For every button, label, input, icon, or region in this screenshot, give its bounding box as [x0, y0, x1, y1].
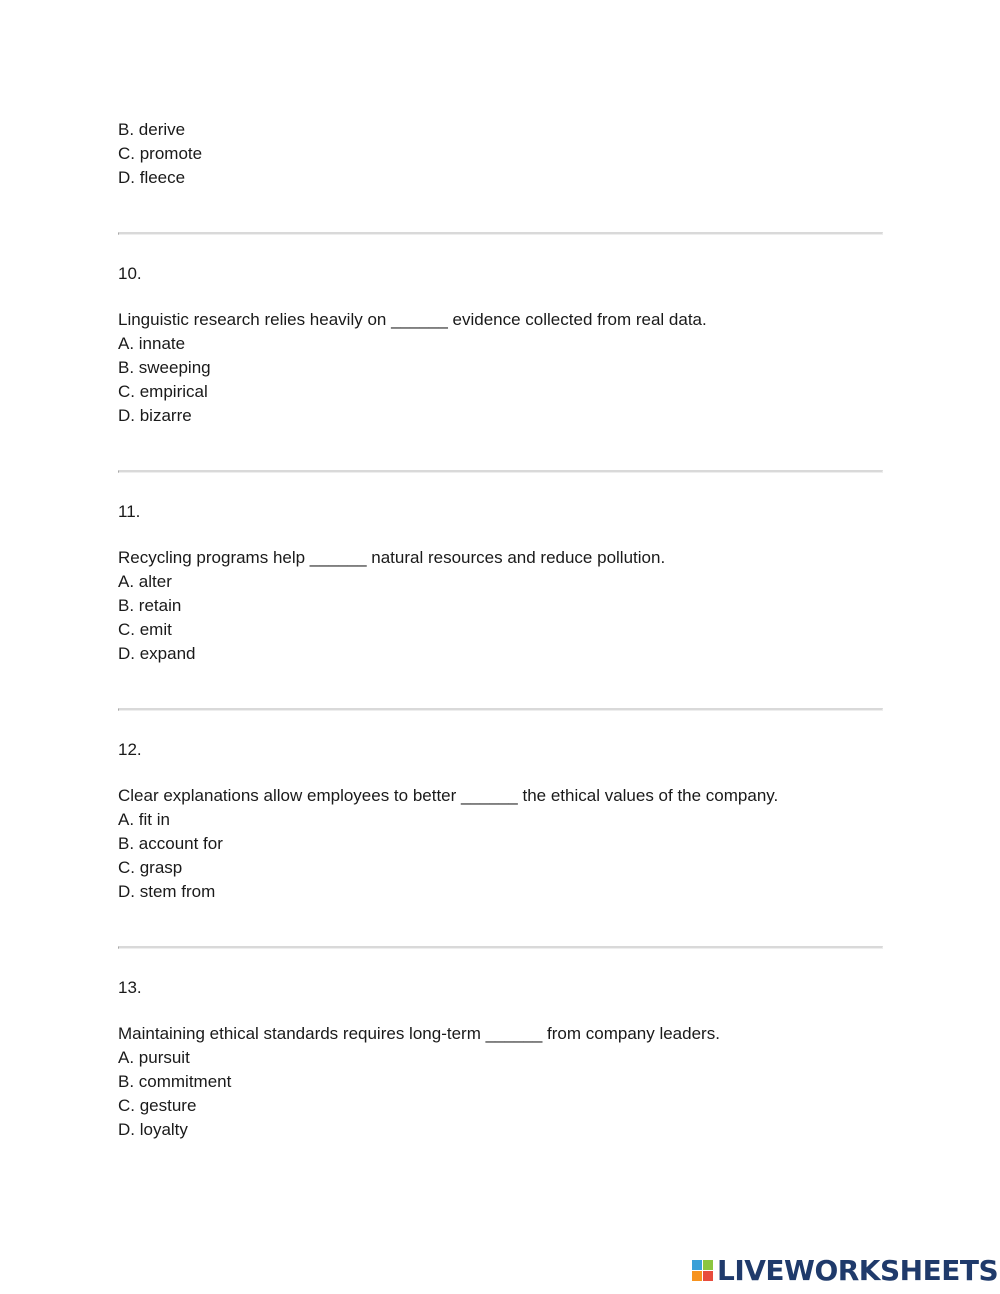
option-a: A. fit in [118, 810, 170, 829]
worksheet-page [118, 118, 883, 1142]
option-b: B. sweeping [118, 358, 211, 377]
option-c: C. empirical [118, 382, 208, 401]
liveworksheets-logo [692, 1253, 998, 1287]
question-text: Maintaining ethical standards requires long-term ______ from company leaders. [118, 1024, 720, 1043]
question-13 [118, 976, 883, 1142]
option-b: B. retain [118, 596, 182, 615]
option-c: C. gesture [118, 1096, 197, 1115]
option-a: A. alter [118, 572, 172, 591]
option-c: C. emit [118, 620, 172, 639]
question-number: 13. [118, 978, 142, 997]
option-d: D. expand [118, 644, 196, 663]
question-text: Linguistic research relies heavily on ______ evidence collected from real data. [118, 310, 707, 329]
logo-mark-icon [692, 1260, 713, 1281]
option-b: B. derive [118, 120, 186, 139]
question-12 [118, 738, 883, 904]
option-b: B. account for [118, 834, 223, 853]
option-b: B. commitment [118, 1072, 232, 1091]
option-c: C. promote [118, 144, 203, 163]
option-a: A. pursuit [118, 1048, 190, 1067]
option-d: D. bizarre [118, 406, 192, 425]
question-9-options [118, 118, 883, 190]
question-number: 12. [118, 740, 142, 759]
question-number: 10. [118, 264, 142, 283]
option-c: C. grasp [118, 858, 183, 877]
option-a: A. innate [118, 334, 186, 353]
logo-text: LIVEWORKSHEETS [717, 1253, 999, 1287]
option-d: D. loyalty [118, 1120, 188, 1139]
option-d: D. stem from [118, 882, 216, 901]
question-10 [118, 262, 883, 428]
question-11 [118, 500, 883, 666]
question-number: 11. [118, 502, 141, 521]
question-text: Recycling programs help ______ natural resources and reduce pollution. [118, 548, 666, 567]
question-text: Clear explanations allow employees to better ______ the ethical values of the company. [118, 786, 779, 805]
option-d: D. fleece [118, 168, 186, 187]
